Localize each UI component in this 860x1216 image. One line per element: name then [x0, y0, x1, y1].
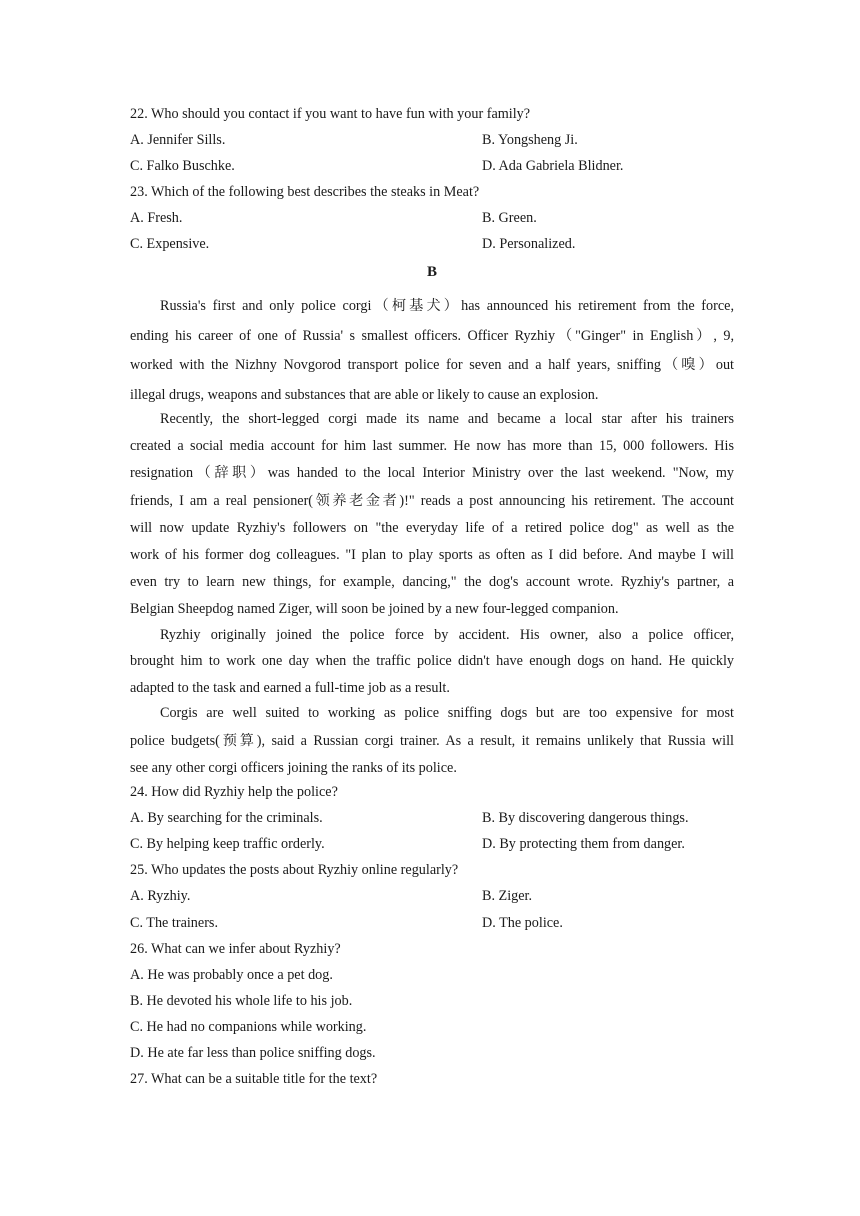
- paragraph-line: Belgian Sheepdog named Ziger, will soon be joined by a new four-legged companion.: [130, 601, 619, 618]
- paragraph-line: work of his former dog colleagues. "I plan to play sports as often as I did before. And maybe I will: [130, 547, 734, 564]
- q25-option-b: B. Ziger.: [482, 888, 533, 904]
- paragraph-line: worked with the Nizhny Novgorod transport police for seven and a half years, sniffing（嗅）out: [130, 357, 734, 373]
- q26-option-d: D. He ate far less than police sniffing dogs.: [130, 1045, 376, 1061]
- paragraph-line: see any other corgi officers joining the ranks of its police.: [130, 760, 457, 776]
- q25-option-c: C. The trainers.: [130, 915, 218, 931]
- q22-option-c: C. Falko Buschke.: [130, 158, 235, 174]
- q24-option-c: C. By helping keep traffic orderly.: [130, 836, 325, 852]
- paragraph-line: will now update Ryzhiy's followers on "the everyday life of a retired police dog" as well as the: [130, 519, 734, 536]
- section-title: B: [426, 264, 437, 280]
- question-27-stem: 27. What can be a suitable title for the text?: [130, 1071, 378, 1087]
- q23-option-c: C. Expensive.: [130, 236, 210, 252]
- paragraph-line: illegal drugs, weapons and substances that are able or likely to cause an explosion.: [130, 386, 599, 403]
- paragraph-line: even try to learn new things, for example, dancing," the dog's account wrote. Ryzhiy's partner, a: [130, 574, 734, 591]
- question-24-stem: 24. How did Ryzhiy help the police?: [130, 784, 338, 800]
- q22-option-b: B. Yongsheng Ji.: [482, 132, 578, 148]
- q25-option-a: A. Ryzhiy.: [130, 888, 191, 904]
- q24-option-a: A. By searching for the criminals.: [130, 810, 323, 826]
- question-23-stem: 23. Which of the following best describes the steaks in Meat?: [130, 184, 480, 200]
- paragraph-line: ending his career of one of Russia' s smallest officers. Officer Ryzhiy（"Ginger" in English）, 9,: [130, 327, 734, 344]
- question-26-stem: 26. What can we infer about Ryzhiy?: [130, 941, 341, 957]
- paragraph-line: friends, I am a real pensioner(领养老金者)!" reads a post announcing his retirement. The account: [130, 492, 734, 509]
- q23-option-b: B. Green.: [482, 210, 537, 226]
- q26-option-b: B. He devoted his whole life to his job.: [130, 993, 353, 1009]
- passage-paragraph-3: [130, 622, 734, 701]
- q24-option-b: B. By discovering dangerous things.: [482, 810, 689, 826]
- passage-paragraph-1: [130, 292, 734, 410]
- passage-paragraph-4: [130, 700, 734, 783]
- paragraph-line: Recently, the short-legged corgi made its name and became a local star after his trainers: [160, 411, 734, 427]
- q23-option-a: A. Fresh.: [130, 210, 183, 226]
- q25-option-d: D. The police.: [482, 915, 563, 931]
- q26-option-c: C. He had no companions while working.: [130, 1019, 367, 1035]
- question-22-stem: 22. Who should you contact if you want to have fun with your family?: [130, 106, 531, 122]
- q22-option-d: D. Ada Gabriela Blidner.: [482, 158, 624, 174]
- q22-option-a: A. Jennifer Sills.: [130, 132, 226, 148]
- paragraph-line: created a social media account for him last summer. He now has more than 15, 000 followers. His: [130, 438, 734, 455]
- question-25-stem: 25. Who updates the posts about Ryzhiy online regularly?: [130, 862, 459, 878]
- paragraph-line: Corgis are well suited to working as police sniffing dogs but are too expensive for most: [160, 705, 734, 721]
- paragraph-line: adapted to the task and earned a full-time job as a result.: [130, 679, 450, 696]
- passage-paragraph-2: [130, 406, 734, 624]
- q23-option-d: D. Personalized.: [482, 236, 576, 252]
- paragraph-line: resignation（辞职）was handed to the local Interior Ministry over the last weekend. "Now, my: [130, 465, 734, 482]
- paragraph-line: police budgets(预算), said a Russian corgi trainer. As a result, it remains unlikely that Russia will: [130, 732, 734, 749]
- paragraph-line: brought him to work one day when the traffic police didn't have enough dogs on hand. He quickly: [130, 653, 734, 670]
- paragraph-line: Ryzhiy originally joined the police force by accident. His owner, also a police officer,: [160, 627, 734, 643]
- paragraph-line: Russia's first and only police corgi（柯基犬）has announced his retirement from the force,: [160, 298, 734, 314]
- q26-option-a: A. He was probably once a pet dog.: [130, 967, 333, 983]
- q24-option-d: D. By protecting them from danger.: [482, 836, 685, 852]
